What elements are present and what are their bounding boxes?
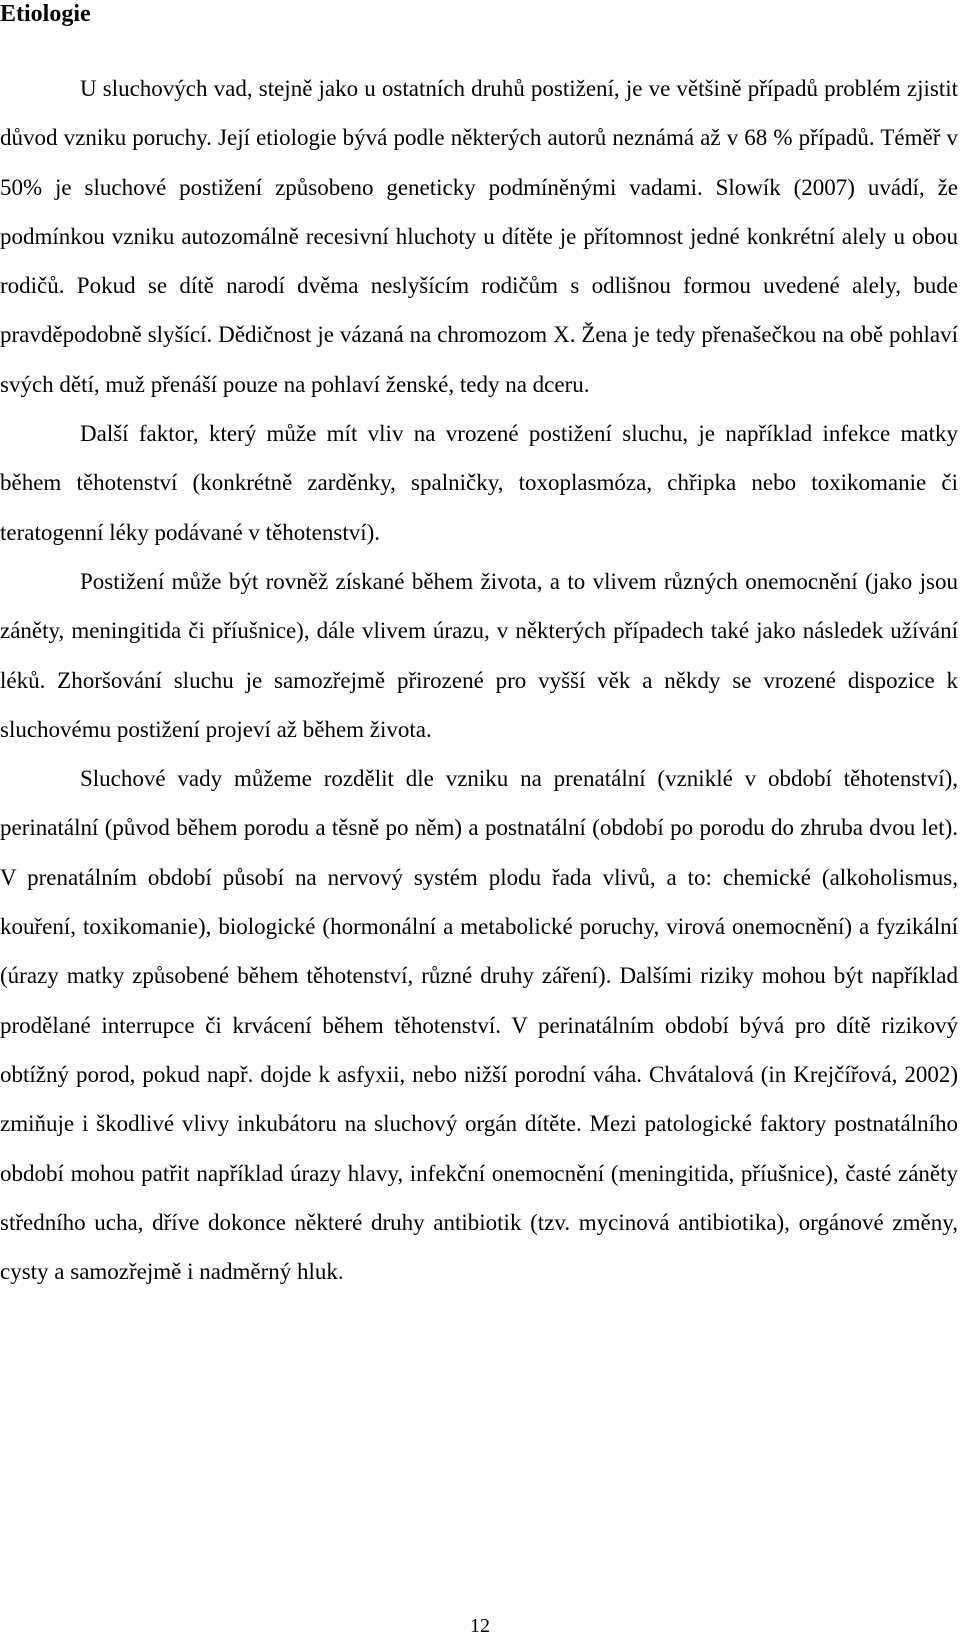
paragraph-genetic-causes: U sluchových vad, stejně jako u ostatních druhů postižení, je ve většině případů problém zjistit důvod vzniku poruchy. Její etiologie bývá podle některých autorů neznámá až v 68 % případů. Téměř v 50% je sluchové postižení způsobeno geneticky podmíněnými vadami. Slowík (2007) uvádí, že podmínkou vzniku autozomálně recesivní hluchoty u dítěte je přítomnost jedné konkrétní alely u obou rodičů. Pokud se dítě narodí dvěma neslyšícím rodičům s odlišnou formou uvedené alely, bude pravděpodobně slyšící. Dědičnost je vázaná na chromozom X. Žena je tedy přenašečkou na obě pohlaví svých dětí, muž přenáší pouze na pohlaví ženské, tedy na dceru. <box>0 76 958 397</box>
paragraph-prenatal-infections: Další faktor, který může mít vliv na vrozené postižení sluchu, je například infekce matky během těhotenství (konkrétně zarděnky, spalničky, toxoplasmóza, chřipka nebo toxikomanie či teratogenní léky podávané v těhotenství). <box>0 421 958 545</box>
page-number: 12 <box>470 1615 490 1637</box>
paragraph-acquired-impairment: Postižení může být rovněž získané během života, a to vlivem různých onemocnění (jako jsou záněty, meningitida či příušnice), dále vlivem úrazu, v některých případech také jako následek užívání léků. Zhoršování sluchu je samozřejmě přirozené pro vyšší věk a někdy se vrozené dispozice k sluchovému postižení projeví až během života. <box>0 568 958 742</box>
paragraph-classification: Sluchové vady můžeme rozdělit dle vzniku na prenatální (vzniklé v období těhotenství), perinatální (původ během porodu a těsně po něm) a postnatální (období po porodu do zhruba dvou let). V prenatálním období působí na nervový systém plodu řada vlivů, a to: chemické (alkoholismus, kouření, toxikomanie), biologické (hormonální a metabolické poruchy, virová onemocnění) a fyzikální (úrazy matky způsobené během těhotenství, různé druhy záření). Dalšími riziky mohou být například prodělané interrupce či krvácení během těhotenství. V perinatálním období bývá pro dítě rizikový obtížný porod, pokud např. dojde k asfyxii, nebo nižší porodní váha. Chvátalová (in Krejčířová, 2002) zmiňuje i škodlivé vlivy inkubátoru na sluchový orgán dítěte. Mezi patologické faktory postnatálního období mohou patřit například úrazy hlavy, infekční onemocnění (meningitida, příušnice), časté záněty středního ucha, dříve dokonce některé druhy antibiotik (tzv. mycinová antibiotika), orgánové změny, cysty a samozřejmě i nadměrný hluk. <box>0 766 958 1285</box>
body-text <box>0 64 958 1296</box>
section-heading: Etiologie <box>0 1 91 27</box>
